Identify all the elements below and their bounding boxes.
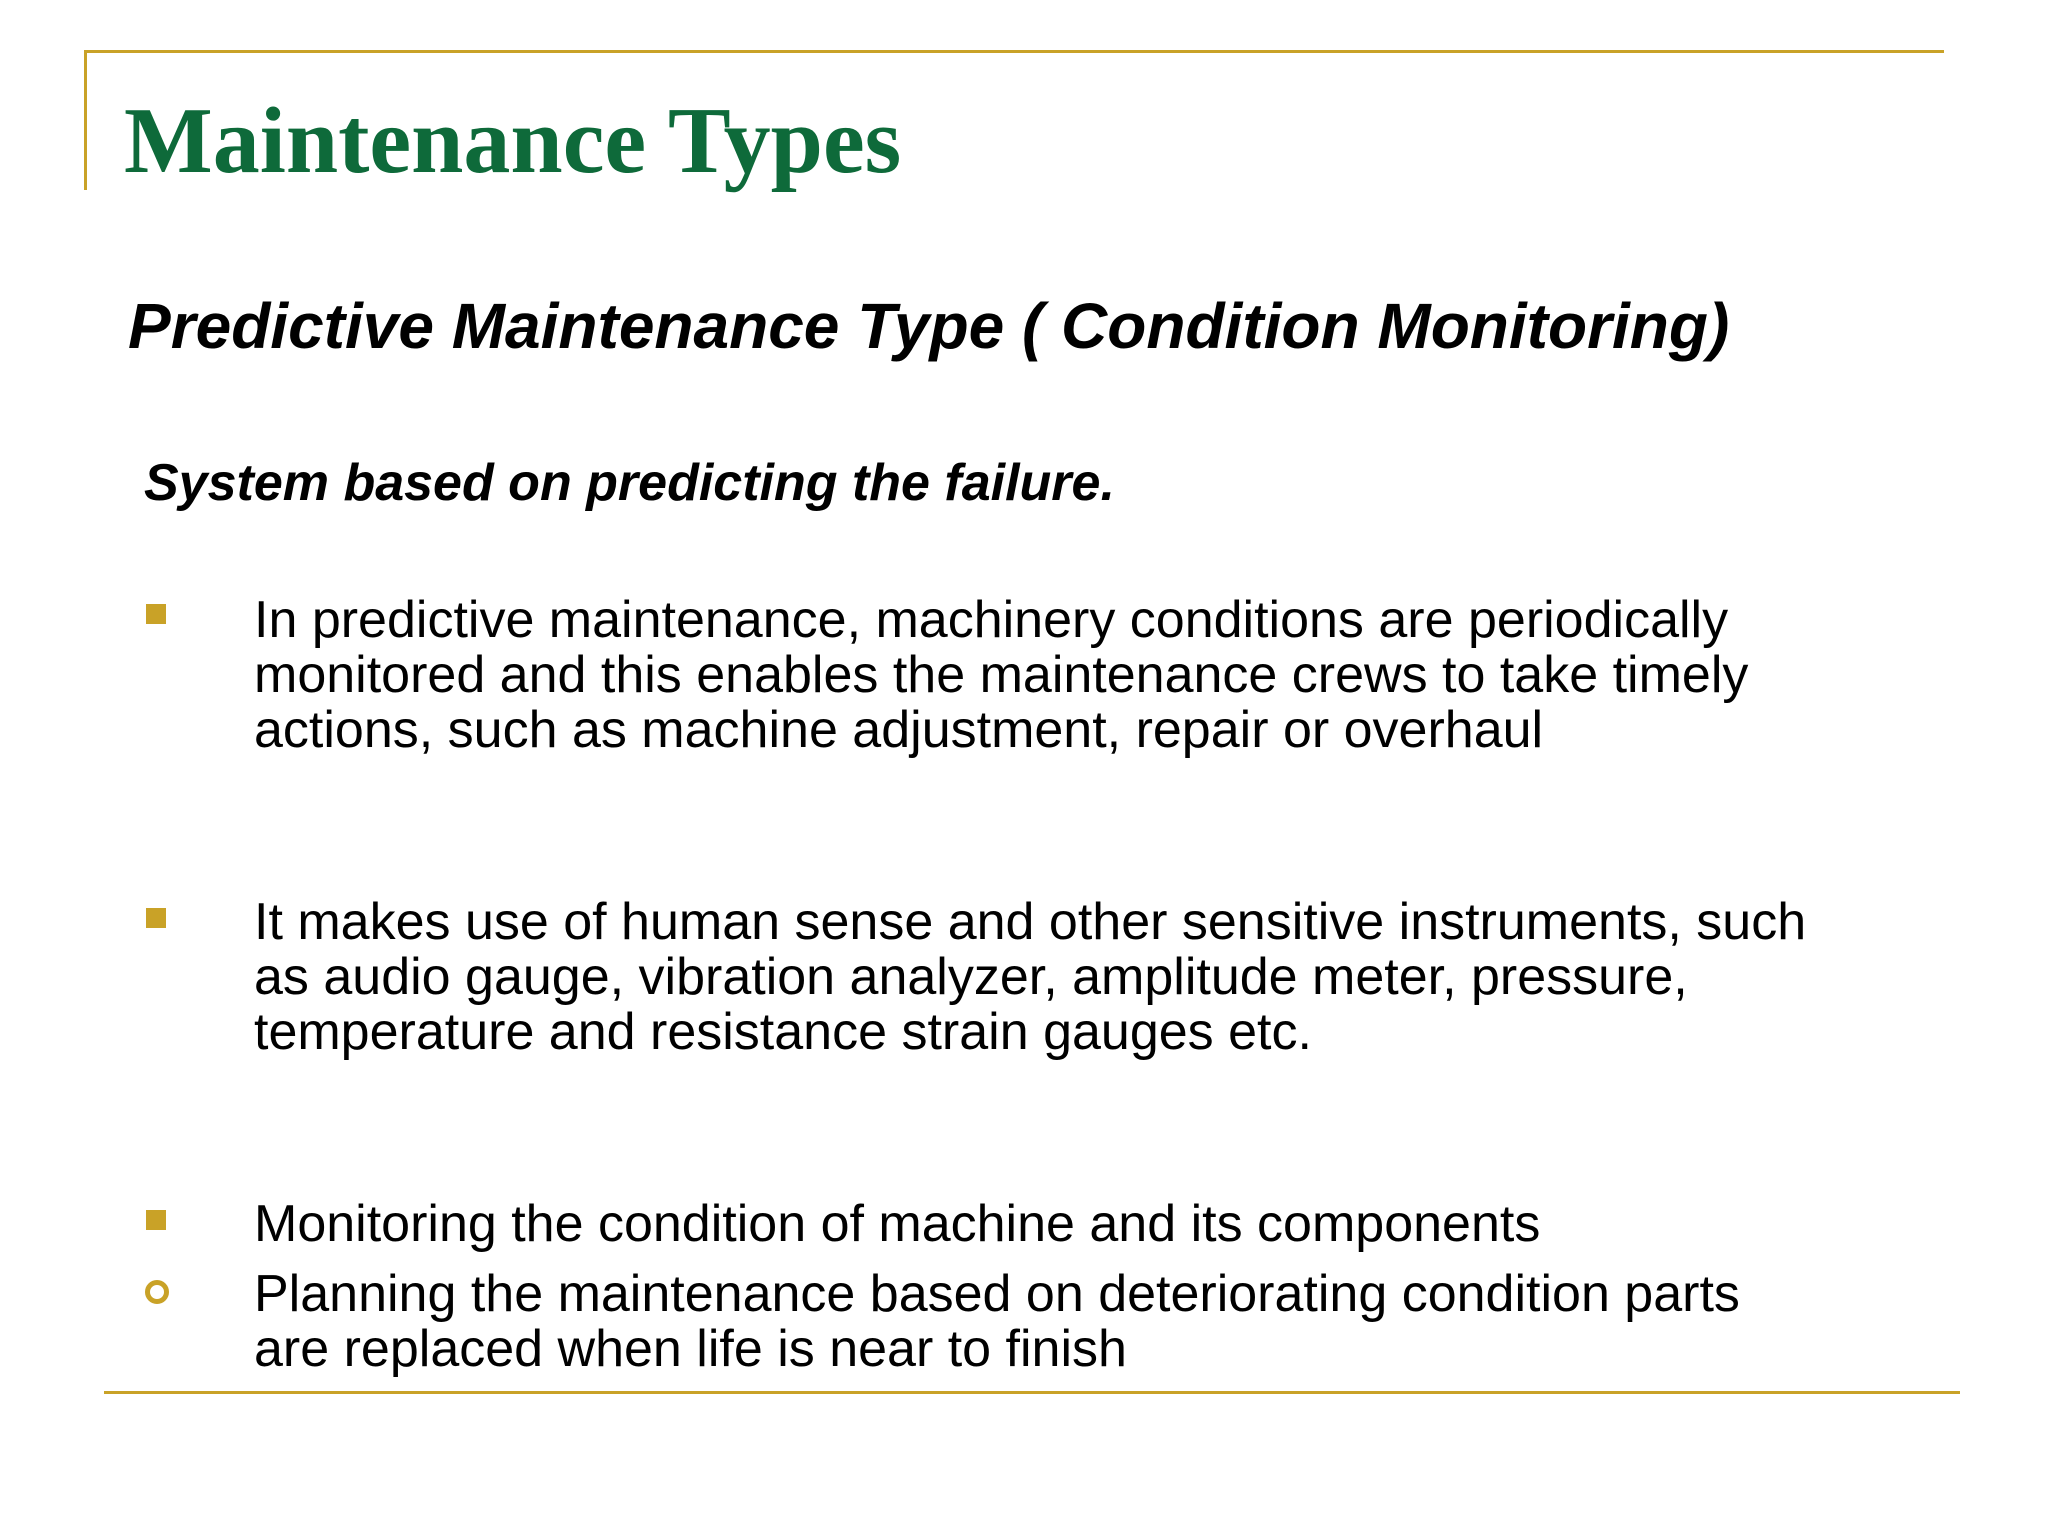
bottom-divider: [104, 1391, 1960, 1394]
bullet-text: It makes use of human sense and other sensitive instruments, such as audio gauge, vibration analyzer, amplitude meter, pressure, temperature and resistance strain gauges etc.: [254, 893, 1807, 1061]
bullet-text: Monitoring the condition of machine and its components: [254, 1195, 1541, 1253]
bullet-text: In predictive maintenance, machinery conditions are periodically monitored and this enables the maintenance crews to take timely actions, such as machine adjustment, repair or overhaul: [254, 591, 1749, 759]
top-divider: [84, 50, 1944, 53]
circle-bullet-icon: [145, 1280, 169, 1304]
slide-subtitle: Predictive Maintenance Type ( Condition Monitoring): [128, 290, 1730, 362]
square-bullet-icon: [146, 604, 166, 624]
intro-text: System based on predicting the failure.: [144, 454, 1115, 512]
left-divider: [84, 50, 87, 190]
square-bullet-icon: [146, 1210, 166, 1230]
bullet-text: Planning the maintenance based on deteriorating condition parts are replaced when life is near to finish: [254, 1265, 1740, 1378]
slide-title: Maintenance Types: [124, 89, 902, 193]
square-bullet-icon: [146, 908, 166, 928]
